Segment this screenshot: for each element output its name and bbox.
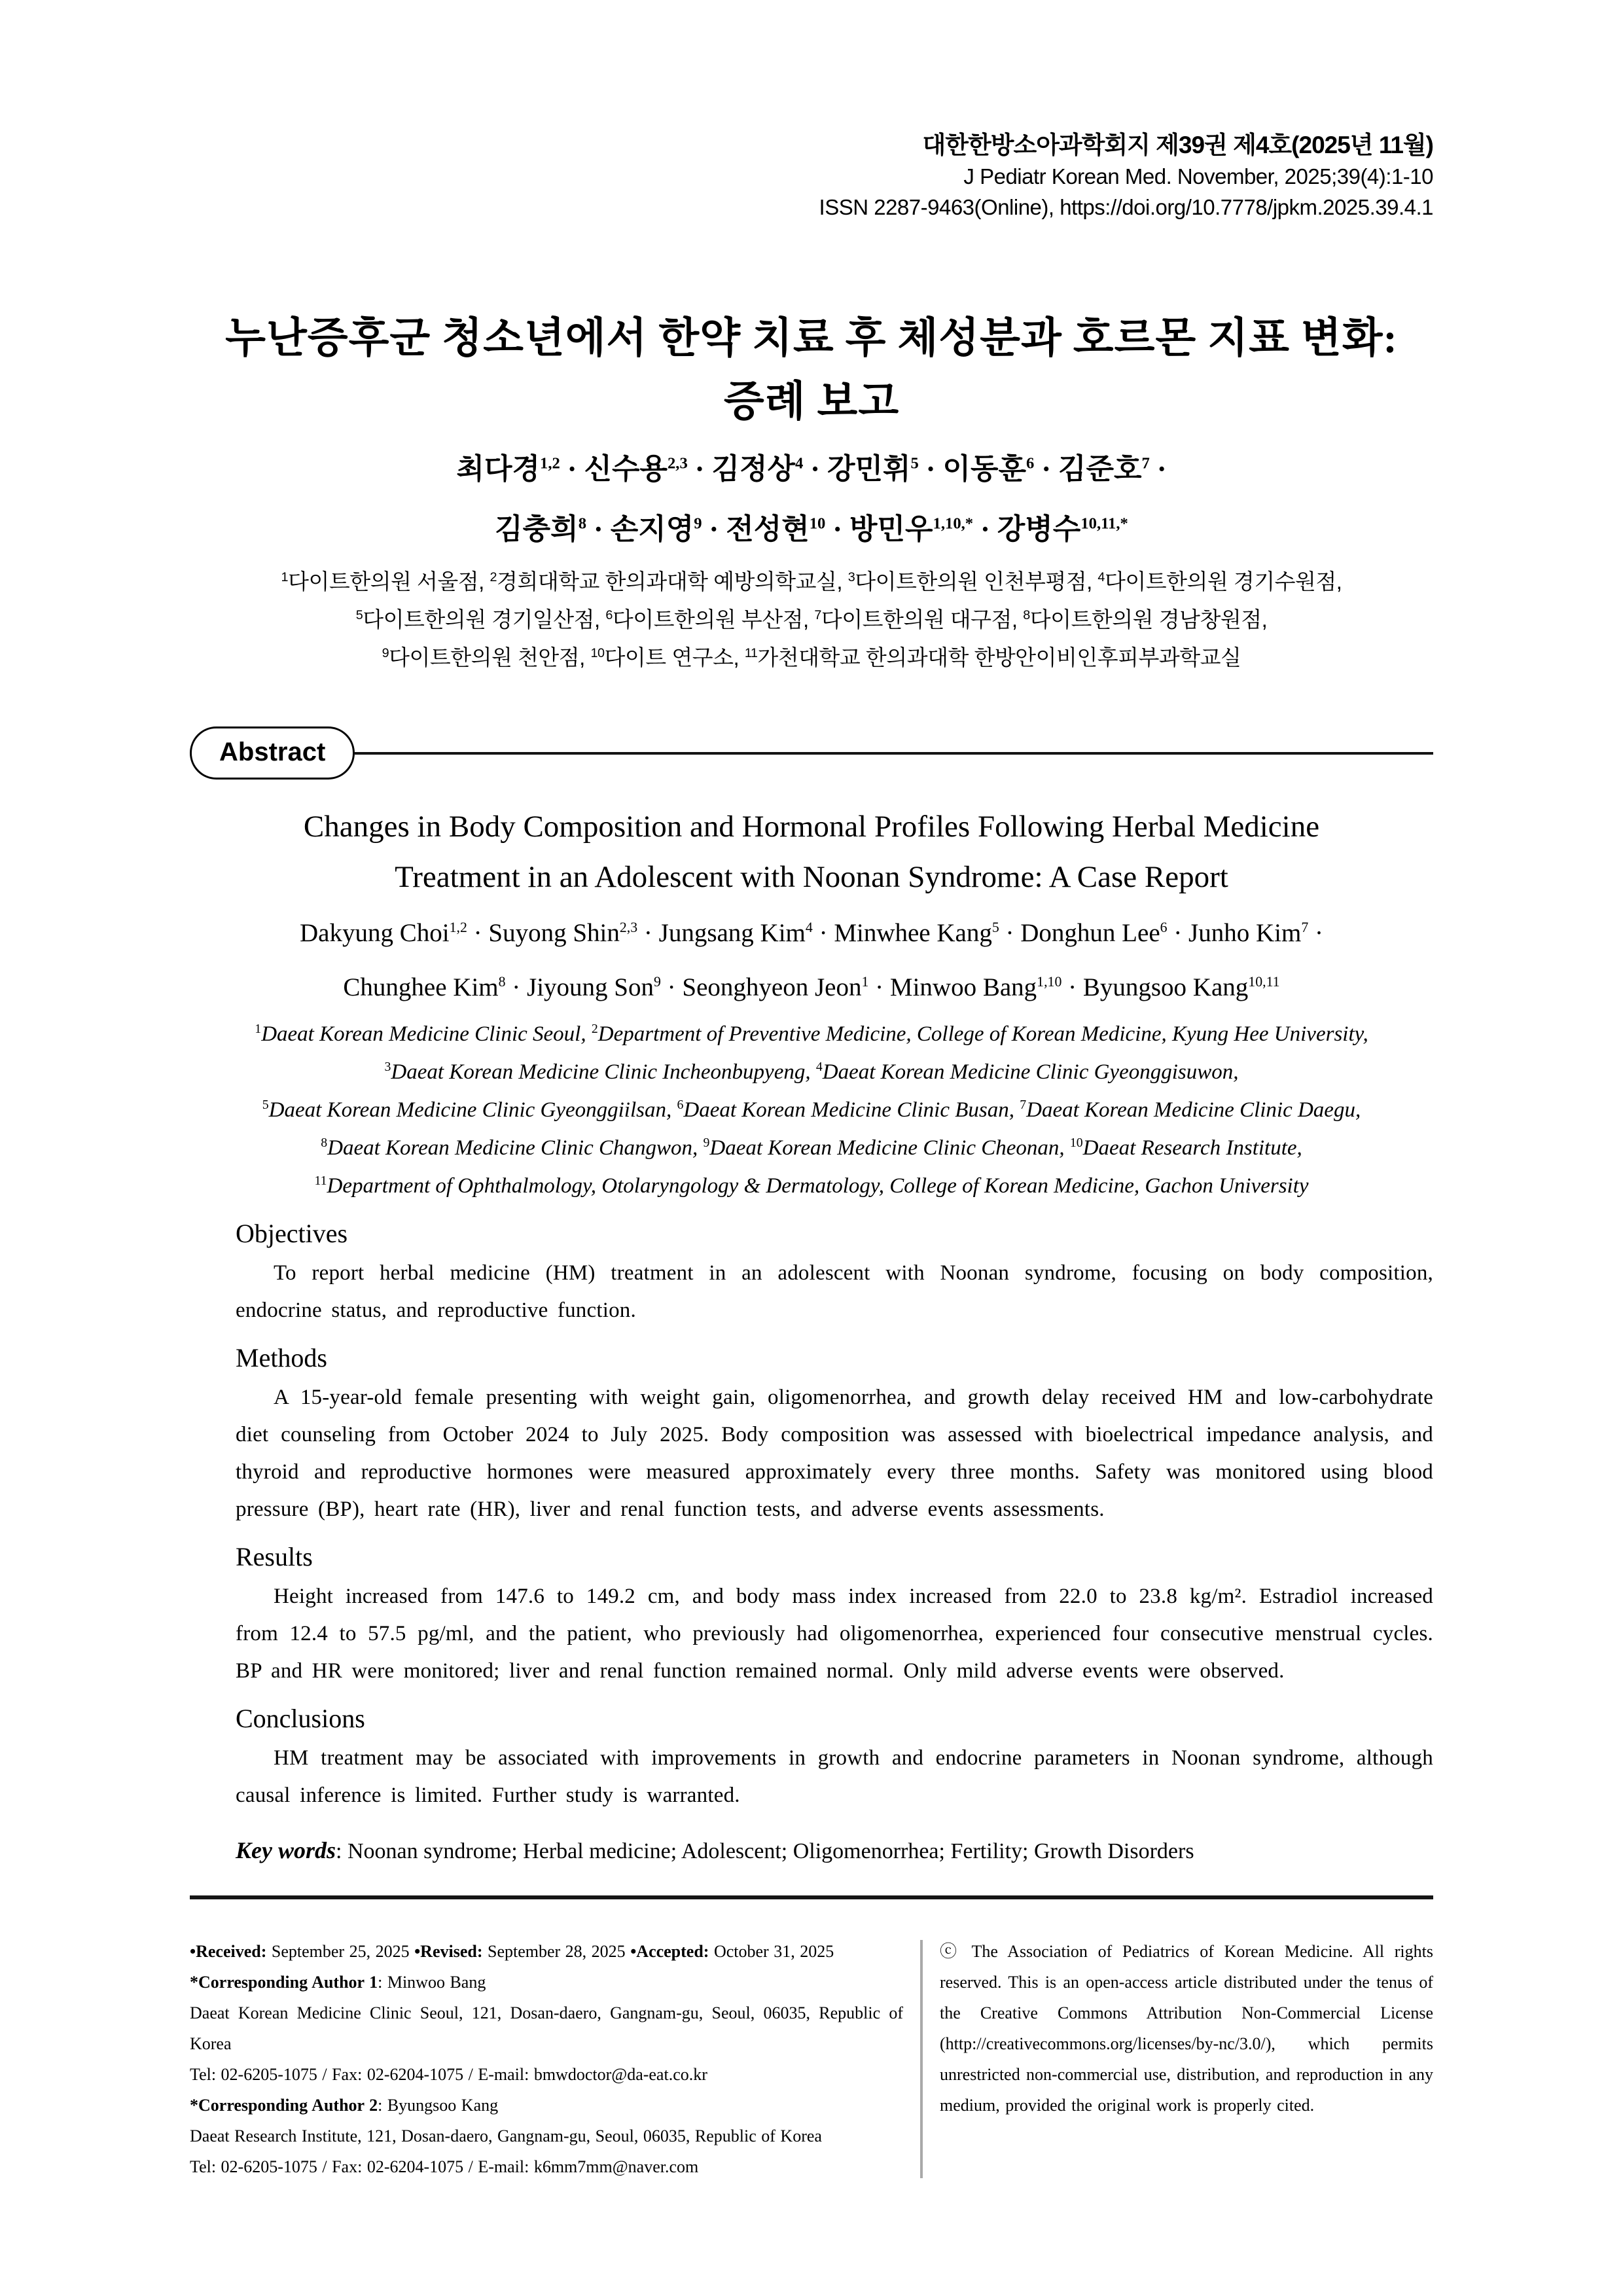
affiliation-korean-line xyxy=(190,639,1433,677)
author-affiliation-superscript: 5 xyxy=(991,920,999,935)
affiliation-text: 다이트한의원 인천부평점, xyxy=(855,569,1098,594)
author-affiliation-superscript: 2,3 xyxy=(619,920,638,935)
affiliation-text: Daeat Research Institute, xyxy=(1082,1136,1302,1160)
journal-issn-doi: ISSN 2287-9463(Online), https://doi.org/10.7778/jpkm.2025.39.4.1 xyxy=(819,195,1433,219)
abstract-badge: Abstract xyxy=(190,726,355,780)
author-affiliation-superscript: 9 xyxy=(694,514,702,533)
affiliation-text: 경희대학교 한의과대학 예방의학교실, xyxy=(497,569,848,594)
article-title-korean-line1: 누난증후군 청소년에서 한약 치료 후 체성분과 호르몬 지표 변화: xyxy=(225,315,1398,361)
keywords-line xyxy=(236,1837,1433,1865)
affiliation-korean-line xyxy=(190,563,1433,601)
affiliation-number-superscript: 10 xyxy=(1069,1136,1083,1150)
author-name: Seonghyeon Jeon xyxy=(682,973,862,1001)
keywords-label: Key words xyxy=(236,1837,336,1863)
author-affiliation-superscript: 1,2 xyxy=(540,454,560,473)
affiliation-text: 다이트한의원 경기일산점, xyxy=(363,607,606,632)
affiliation-number-superscript: 6 xyxy=(605,608,613,622)
affiliation-text: Daeat Korean Medicine Clinic Daegu, xyxy=(1026,1098,1361,1122)
author-affiliation-superscript: 10,11,* xyxy=(1080,514,1128,533)
date-label: •Received: xyxy=(190,1942,267,1961)
affiliations-english xyxy=(190,1015,1433,1205)
author-name: Junho Kim xyxy=(1188,919,1302,947)
abstract-body xyxy=(190,1221,1433,1865)
author-affiliation-superscript: 10,11 xyxy=(1248,974,1280,990)
affiliation-text: Daeat Korean Medicine Clinic Gyeonggisuwon, xyxy=(822,1060,1239,1084)
affiliation-english-line xyxy=(190,1129,1433,1167)
affiliation-text: 가천대학교 한의과대학 한방안이비인후피부과학교실 xyxy=(757,645,1241,670)
corresponding-author-2-address: Daeat Research Institute, 121, Dosan-daero, Gangnam-gu, Seoul, 06035, Republic of Korea xyxy=(190,2126,822,2145)
section-text-methods: A 15-year-old female presenting with weight gain, oligomenorrhea, and growth delay received HM and low-carbohydrate diet counseling from October 2024 to July 2025. Body composition was assessed with bioelectrical impedance analysis, and thyroid and reproductive hormones were measured approximately every three months. Safety was monitored using blood pressure (BP), heart rate (HR), liver and renal function tests, and adverse events assessments. xyxy=(236,1386,1433,1521)
affiliation-english-line xyxy=(190,1053,1433,1091)
affiliation-text: 다이트한의원 부산점, xyxy=(612,607,815,632)
affiliation-number-superscript: 3 xyxy=(847,570,855,584)
footer-column-divider xyxy=(920,1940,923,2178)
affiliation-korean-line xyxy=(190,601,1433,639)
author-name: 강민휘 xyxy=(827,453,911,485)
affiliation-number-superscript: 11 xyxy=(314,1174,327,1188)
author-affiliation-superscript: 4 xyxy=(794,454,804,473)
keywords-separator: : xyxy=(336,1839,348,1863)
article-title-korean-line2: 증례 보고 xyxy=(723,378,900,425)
affiliation-text: 다이트한의원 천안점, xyxy=(389,645,591,670)
affiliation-text: 다이트한의원 대구점, xyxy=(821,607,1024,632)
corresponding-author-2-contact: Tel: 02-6205-1075 / Fax: 02-6204-1075 / E-mail: k6mm7mm@naver.com xyxy=(190,2157,699,2176)
affiliation-number-superscript: 8 xyxy=(1023,608,1030,622)
author-name: 전성현 xyxy=(726,513,810,545)
abstract-divider-line xyxy=(355,752,1433,755)
affiliation-text: Daeat Korean Medicine Clinic Busan, xyxy=(683,1098,1020,1122)
affiliation-text: 다이트한의원 경남창원점, xyxy=(1029,607,1268,632)
affiliation-number-superscript: 5 xyxy=(355,608,363,622)
section-heading-results: Results xyxy=(236,1542,313,1571)
affiliation-text: 다이트한의원 서울점, xyxy=(288,569,490,594)
author-name: 손지영 xyxy=(610,513,694,545)
author-name: Minwoo Bang xyxy=(889,973,1037,1001)
affiliation-number-superscript: 4 xyxy=(815,1060,823,1074)
author-name: Jungsang Kim xyxy=(658,919,806,947)
author-name: Donghun Lee xyxy=(1020,919,1160,947)
author-name: 신수용 xyxy=(584,453,668,485)
author-name: 최다경 xyxy=(456,453,540,485)
author-name: 이동훈 xyxy=(942,453,1026,485)
corresponding-author-2-line xyxy=(190,2090,903,2121)
authors-korean-line1: 최다경$^{1,2}$ · 신수용$^{2,3}$ · 김정상$^4$ · 강민휘$^5$ · 이동훈$^6$ · 김준호$^7$ · xyxy=(456,453,1167,485)
author-name: Minwhee Kang xyxy=(834,919,992,947)
affiliation-english-line xyxy=(190,1015,1433,1053)
keywords-list: Noonan syndrome; Herbal medicine; Adolescent; Oligomenorrhea; Fertility; Growth Disorders xyxy=(347,1839,1194,1863)
affiliation-number-superscript: 7 xyxy=(814,608,821,622)
affiliation-number-superscript: 4 xyxy=(1097,570,1105,584)
author-name: Dakyung Choi xyxy=(300,919,450,947)
affiliation-text: 다이트한의원 경기수원점, xyxy=(1104,569,1342,594)
article-title-korean xyxy=(190,306,1433,433)
author-name: 방민우 xyxy=(849,513,933,545)
author-affiliation-superscript: 2,3 xyxy=(667,454,688,473)
date-label: •Accepted: xyxy=(630,1942,709,1961)
affiliation-number-superscript: 7 xyxy=(1020,1098,1027,1112)
affiliation-number-superscript: 11 xyxy=(744,646,758,660)
affiliation-text: Daeat Korean Medicine Clinic Changwon, xyxy=(327,1136,704,1160)
page-footer xyxy=(190,1936,1433,2182)
date-label: •Revised: xyxy=(414,1942,483,1961)
author-name: 김충희 xyxy=(495,513,579,545)
affiliation-number-superscript: 1 xyxy=(281,570,289,584)
affiliation-number-superscript: 9 xyxy=(382,646,389,660)
section-heading-methods: Methods xyxy=(236,1343,327,1372)
author-affiliation-superscript: 4 xyxy=(805,920,813,935)
author-affiliation-superscript: 1,10,* xyxy=(933,514,974,533)
abstract-header xyxy=(190,726,1433,780)
copyright-notice: ⓒ The Association of Pediatrics of Korean Medicine. All rights reserved. This is an open-access article distributed under the tenus of the Creative Commons Attribution Non-Commercial License (http://creativecommons.org/licenses/by-nc/3.0/), which permits unrestricted non-commercial use, distribution, and reproduction in any medium, provided the original work is properly cited. xyxy=(940,1942,1433,2115)
author-name: Chunghee Kim xyxy=(343,973,499,1001)
corresponding-author-2-name: : Byungsoo Kang xyxy=(378,2096,499,2115)
author-affiliation-superscript: 1 xyxy=(861,974,869,990)
author-affiliation-superscript: 7 xyxy=(1301,920,1309,935)
affiliation-text: Daeat Korean Medicine Clinic Incheonbupyeng, xyxy=(391,1060,816,1084)
journal-name-korean: 대한한방소아과학회지 제39권 제4호(2025년 11월) xyxy=(922,132,1433,158)
affiliation-text: 다이트 연구소, xyxy=(604,645,745,670)
article-title-english-line1: Changes in Body Composition and Hormonal Profiles Following Herbal Medicine xyxy=(303,810,1320,844)
author-name: Suyong Shin xyxy=(488,919,620,947)
article-title-english xyxy=(190,802,1433,903)
affiliation-number-superscript: 2 xyxy=(490,570,497,584)
corresponding-author-2-label: *Corresponding Author 2 xyxy=(190,2096,378,2115)
section-text-conclusions: HM treatment may be associated with improvements in growth and endocrine parameters in Noonan syndrome, although causal inference is limited. Further study is warranted. xyxy=(236,1746,1433,1807)
corresponding-author-1-line xyxy=(190,1967,903,1998)
author-name: Jiyoung Son xyxy=(527,973,654,1001)
journal-citation: J Pediatr Korean Med. November, 2025;39(4):1-10 xyxy=(963,164,1433,188)
authors-english-line1: Dakyung Choi$^{1,2}$ · Suyong Shin$^{2,3}$ · Jungsang Kim$^4$ · Minwhee Kang$^5$ · Donghun Lee$^6$ · Junho Kim$^7$ · xyxy=(300,919,1323,947)
authors-english-line2: Chunghee Kim$^8$ · Jiyoung Son$^9$ · Seonghyeon Jeon$^1$ · Minwoo Bang$^{1,10}$ · Byungsoo Kang$^{10,11}$ xyxy=(343,973,1280,1001)
affiliation-number-superscript: 1 xyxy=(255,1022,262,1036)
corresponding-author-1-label: *Corresponding Author 1 xyxy=(190,1973,378,1992)
affiliation-text: Department of Preventive Medicine, College of Korean Medicine, Kyung Hee University, xyxy=(597,1022,1368,1046)
affiliation-number-superscript: 10 xyxy=(590,646,605,660)
corresponding-author-1-address: Daeat Korean Medicine Clinic Seoul, 121, Dosan-daero, Gangnam-gu, Seoul, 06035, Republic of Korea xyxy=(190,2003,903,2053)
affiliation-text: Department of Ophthalmology, Otolaryngology & Dermatology, College of Korean Medicine, Gachon University xyxy=(327,1174,1309,1198)
footer-correspondence xyxy=(190,1936,903,2182)
affiliation-english-line xyxy=(190,1167,1433,1205)
dates-line: •Received: September 25, 2025 •Revised: September 28, 2025 •Accepted: October 31, 2025 xyxy=(190,1942,834,1961)
author-affiliation-superscript: 6 xyxy=(1026,454,1035,473)
author-affiliation-superscript: 1,2 xyxy=(449,920,467,935)
affiliation-english-line xyxy=(190,1091,1433,1129)
author-affiliation-superscript: 10 xyxy=(809,514,826,533)
author-affiliation-superscript: 8 xyxy=(498,974,506,990)
affiliation-number-superscript: 6 xyxy=(677,1098,684,1112)
author-affiliation-superscript: 5 xyxy=(910,454,919,473)
affiliation-number-superscript: 9 xyxy=(703,1136,710,1150)
affiliation-number-superscript: 2 xyxy=(591,1022,598,1036)
affiliations-korean xyxy=(190,563,1433,677)
affiliation-text: Daeat Korean Medicine Clinic Gyeonggiilsan, xyxy=(268,1098,677,1122)
author-affiliation-superscript: 9 xyxy=(654,974,661,990)
affiliation-number-superscript: 8 xyxy=(321,1136,328,1150)
affiliation-text: Daeat Korean Medicine Clinic Seoul, xyxy=(261,1022,592,1046)
corresponding-author-1-contact: Tel: 02-6205-1075 / Fax: 02-6204-1075 / E-mail: bmwdoctor@da-eat.co.kr xyxy=(190,2065,707,2084)
author-name: 김정상 xyxy=(711,453,795,485)
author-name: 강병수 xyxy=(997,513,1081,545)
affiliation-number-superscript: 5 xyxy=(262,1098,269,1112)
author-affiliation-superscript: 6 xyxy=(1160,920,1168,935)
section-text-results: Height increased from 147.6 to 149.2 cm, and body mass index increased from 22.0 to 23.8 kg/m². Estradiol increased from 12.4 to 57.5 pg/ml, and the patient, who previously had oligomenorrhea, experienced four consecutive menstrual cycles. BP and HR were monitored; liver and renal function remained normal. Only mild adverse events were observed. xyxy=(236,1585,1433,1683)
journal-header xyxy=(190,0,1433,223)
author-affiliation-superscript: 1,10 xyxy=(1037,974,1062,990)
corresponding-author-1-name: : Minwoo Bang xyxy=(378,1973,486,1992)
author-name: 김준호 xyxy=(1058,453,1142,485)
section-text-objectives: To report herbal medicine (HM) treatment in an adolescent with Noonan syndrome, focusing on body composition, endocrine status, and reproductive function. xyxy=(236,1261,1433,1322)
footer-top-rule xyxy=(190,1895,1433,1899)
affiliation-text: Daeat Korean Medicine Clinic Cheonan, xyxy=(709,1136,1070,1160)
section-heading-conclusions: Conclusions xyxy=(236,1704,365,1733)
section-heading-objectives: Objectives xyxy=(236,1219,348,1248)
author-affiliation-superscript: 8 xyxy=(578,514,586,533)
authors-korean-line2: 김충희$^8$ · 손지영$^9$ · 전성현$^{10}$ · 방민우$^{1,10,*}$ · 강병수$^{10,11,*}$ xyxy=(495,513,1128,545)
affiliation-number-superscript: 3 xyxy=(384,1060,391,1074)
author-affiliation-superscript: 7 xyxy=(1141,454,1150,473)
author-name: Byungsoo Kang xyxy=(1082,973,1249,1001)
article-title-english-line2: Treatment in an Adolescent with Noonan Syndrome: A Case Report xyxy=(395,860,1228,894)
